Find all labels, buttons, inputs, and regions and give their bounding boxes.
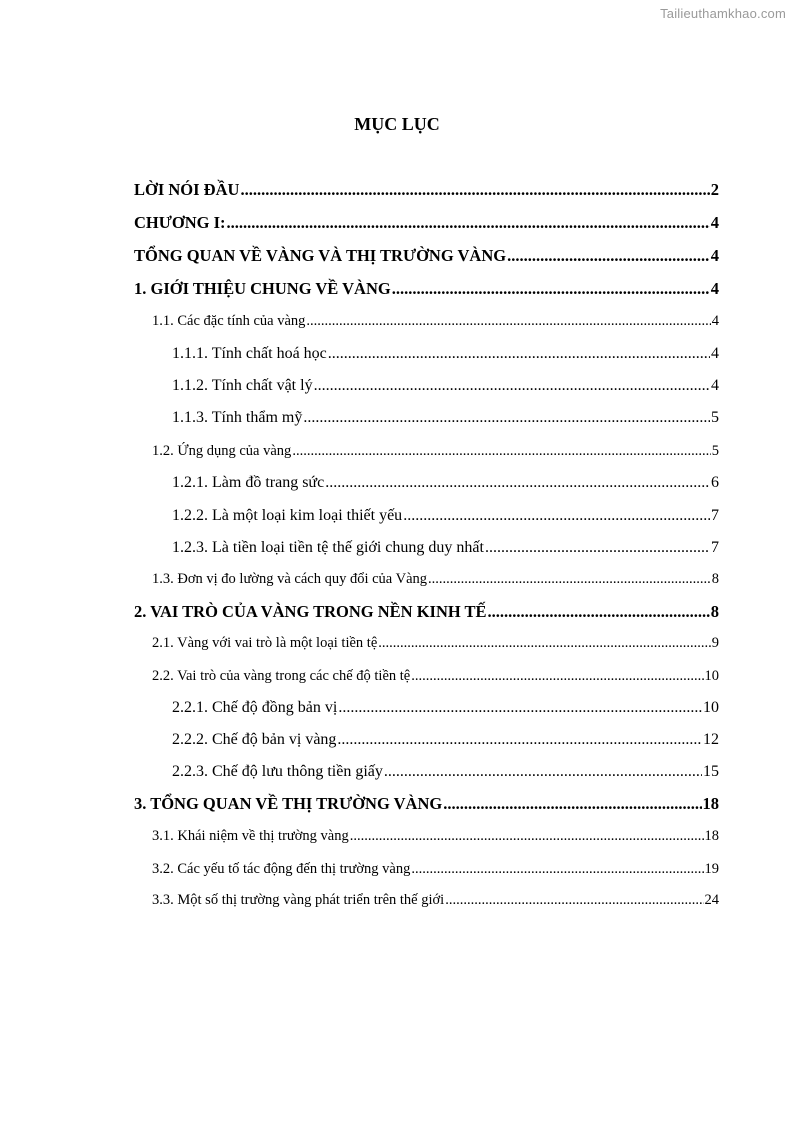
- toc-entry[interactable]: [134, 602, 719, 622]
- toc-entry[interactable]: [134, 794, 719, 814]
- toc-leader: [488, 602, 710, 622]
- toc-entry[interactable]: [134, 279, 719, 299]
- toc-leader: [507, 246, 710, 266]
- toc-entry-page: 10: [704, 668, 719, 684]
- toc-entry-label: LỜI NÓI ĐẦU: [134, 180, 240, 199]
- toc-entry-label: 1.1. Các đặc tính của vàng: [152, 313, 306, 329]
- toc-entry-page: 19: [704, 861, 719, 877]
- toc-entry-label: 1.1.2. Tính chất vật lý: [172, 377, 313, 394]
- toc-entry-page: 18: [704, 828, 719, 844]
- toc-entry-label: 1.1.1. Tính chất hoá học: [172, 345, 327, 362]
- toc-leader: [392, 279, 710, 299]
- toc-entry-page: 4: [710, 279, 719, 298]
- toc-entry-label: 2. VAI TRÒ CỦA VÀNG TRONG NỀN KINH TẾ: [134, 602, 487, 621]
- toc-entry-page: 12: [703, 731, 719, 748]
- toc-leader: [378, 635, 710, 652]
- toc-leader: [411, 668, 703, 685]
- toc-entry-page: 5: [711, 443, 719, 459]
- toc-entry-label: 1.2.2. Là một loại kim loại thiết yếu: [172, 507, 403, 524]
- toc-entry[interactable]: [172, 731, 719, 749]
- toc-entry-page: 4: [711, 377, 719, 394]
- toc-entry-page: 18: [702, 794, 719, 813]
- toc-leader: [428, 571, 711, 588]
- toc-leader: [403, 507, 710, 525]
- toc-entry-label: 2.2. Vai trò của vàng trong các chế độ tiền tệ: [152, 668, 411, 684]
- toc-entry-label: 1.1.3. Tính thẩm mỹ: [172, 409, 303, 426]
- toc-entry-page: 9: [711, 635, 719, 651]
- toc-entry[interactable]: [172, 474, 719, 492]
- toc-leader: [384, 763, 702, 781]
- toc-entry-label: 2.2.2. Chế độ bản vị vàng: [172, 731, 337, 748]
- toc-entry[interactable]: [134, 246, 719, 266]
- toc-entry-label: 2.2.3. Chế độ lưu thông tiền giấy: [172, 763, 383, 780]
- toc-entry[interactable]: [172, 507, 719, 525]
- toc-entry-label: TỔNG QUAN VỀ VÀNG VÀ THỊ TRƯỜNG VÀNG: [134, 246, 507, 265]
- toc-entry[interactable]: [172, 377, 719, 395]
- toc-leader: [338, 699, 702, 717]
- toc-entry-page: 7: [711, 539, 719, 556]
- toc-entry-label: 1. GIỚI THIỆU CHUNG VỀ VÀNG: [134, 279, 391, 298]
- page-title: MỤC LỤC: [354, 114, 440, 134]
- toc-entry-label: 1.2. Ứng dụng của vàng: [152, 443, 292, 459]
- toc-entry[interactable]: [152, 571, 719, 588]
- toc-entry[interactable]: [152, 443, 719, 460]
- toc-leader: [328, 345, 710, 363]
- toc-leader: [337, 731, 702, 749]
- toc-entry[interactable]: [152, 668, 719, 685]
- toc-entry[interactable]: [152, 861, 719, 878]
- toc-entry-page: 8: [710, 602, 719, 621]
- toc-entry-page: 24: [704, 892, 719, 908]
- toc-entry[interactable]: [152, 892, 719, 909]
- toc-leader: [443, 794, 701, 814]
- watermark: Tailieuthamkhao.com: [660, 6, 786, 21]
- toc-leader: [306, 313, 710, 330]
- toc-entry-page: 4: [711, 345, 719, 362]
- toc-entry-label: 1.2.3. Là tiền loại tiền tệ thế giới chung duy nhất: [172, 539, 484, 556]
- toc-leader: [240, 180, 709, 200]
- toc-entry[interactable]: [152, 828, 719, 845]
- toc-entry[interactable]: [172, 409, 719, 427]
- toc-entry-page: 4: [710, 246, 719, 265]
- toc-entry-label: CHƯƠNG I:: [134, 213, 226, 232]
- toc-entry-label: 3.2. Các yếu tố tác động đến thị trường vàng: [152, 861, 411, 877]
- toc-entry[interactable]: [172, 345, 719, 363]
- toc-entry[interactable]: [152, 313, 719, 330]
- toc-entry-page: 4: [711, 313, 719, 329]
- toc-entry-page: 4: [710, 213, 719, 232]
- toc-entry-page: 7: [711, 507, 719, 524]
- toc-entry-page: 15: [703, 763, 719, 780]
- toc-entry-page: 10: [703, 699, 719, 716]
- toc-entry-label: 2.1. Vàng với vai trò là một loại tiền tệ: [152, 635, 378, 651]
- toc-entry[interactable]: [152, 635, 719, 652]
- toc-leader: [445, 892, 703, 909]
- toc-entry[interactable]: [172, 699, 719, 717]
- toc-entry-label: 3. TỔNG QUAN VỀ THỊ TRƯỜNG VÀNG: [134, 794, 443, 813]
- toc-entry[interactable]: [134, 180, 719, 200]
- toc-leader: [227, 213, 710, 233]
- toc-leader: [485, 539, 710, 557]
- toc-leader: [350, 828, 704, 845]
- toc-leader: [314, 377, 710, 395]
- toc-leader: [411, 861, 703, 878]
- toc-entry-label: 2.2.1. Chế độ đồng bản vị: [172, 699, 338, 716]
- toc-entry-page: 6: [711, 474, 719, 491]
- toc-entry-label: 3.1. Khái niệm về thị trường vàng: [152, 828, 349, 844]
- toc-entry-page: 5: [711, 409, 719, 426]
- toc-entry[interactable]: [172, 763, 719, 781]
- toc-entry[interactable]: [134, 213, 719, 233]
- toc-entry-label: 3.3. Một số thị trường vàng phát triển trên thế giới: [152, 892, 445, 908]
- toc-entry-page: 2: [710, 180, 719, 199]
- toc-entry-label: 1.2.1. Làm đồ trang sức: [172, 474, 325, 491]
- toc-leader: [303, 409, 710, 427]
- toc-entry-label: 1.3. Đơn vị đo lường và cách quy đổi của Vàng: [152, 571, 428, 587]
- toc-entry[interactable]: [172, 539, 719, 557]
- toc-leader: [292, 443, 710, 460]
- toc-leader: [325, 474, 710, 492]
- toc-entry-page: 8: [711, 571, 719, 587]
